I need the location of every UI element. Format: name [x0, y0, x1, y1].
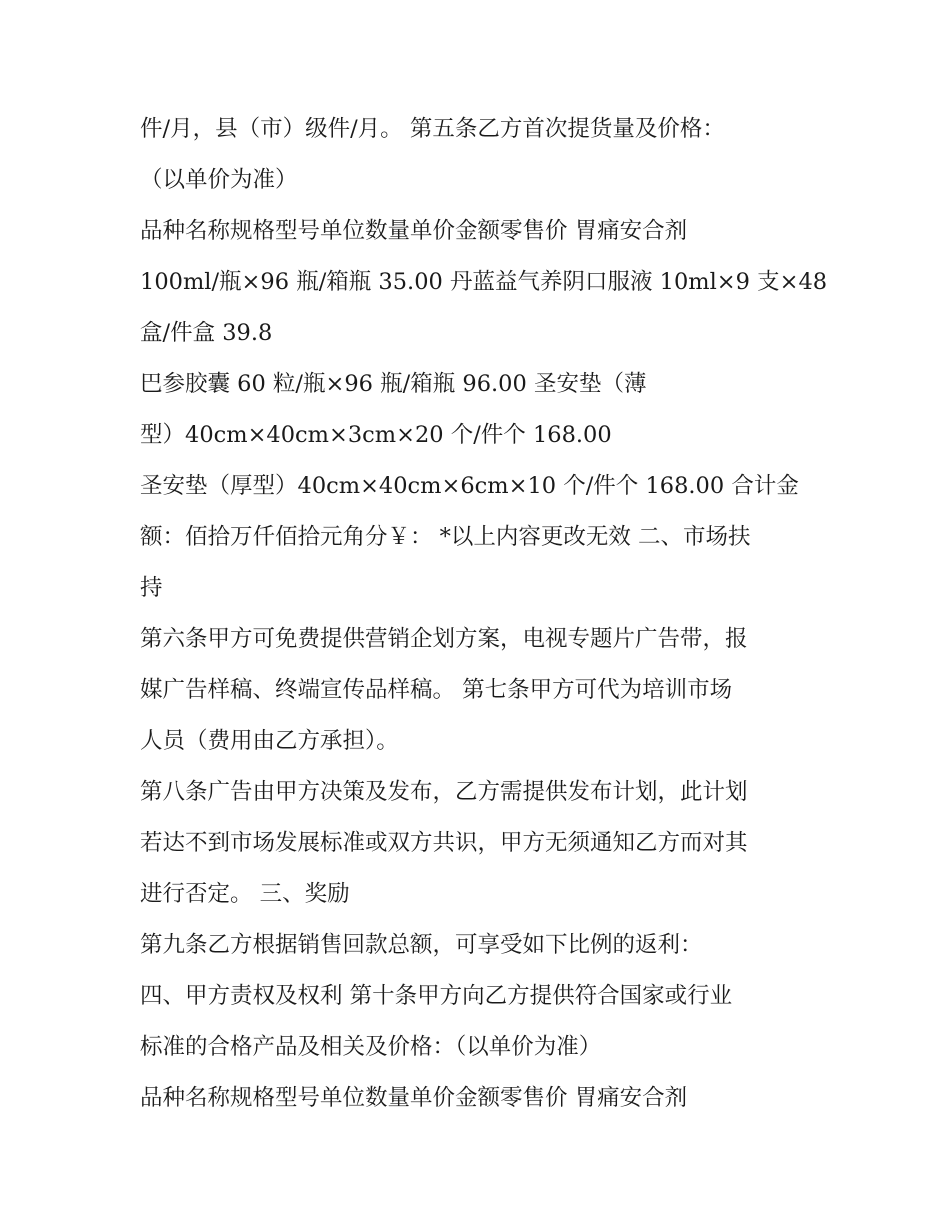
text-line: 件/月，县（市）级件/月。 第五条乙方首次提货量及价格：	[140, 116, 725, 142]
text-line: 第九条乙方根据销售回款总额，可享受如下比例的返利：	[140, 932, 703, 958]
text-line: 第八条广告由甲方决策及发布，乙方需提供发布计划，此计划	[140, 779, 748, 805]
text-line: 第六条甲方可免费提供营销企划方案，电视专题片广告带，报	[140, 626, 748, 652]
text-line: 若达不到市场发展标准或双方共识，甲方无须通知乙方而对其	[140, 830, 748, 856]
text-line: 额：佰拾万仟佰拾元角分￥： *以上内容更改无效 二、市场扶	[140, 524, 751, 550]
text-line: 圣安垫（厚型）40cm×40cm×6cm×10 个/件个 168.00 合计金	[140, 473, 799, 499]
text-line: 100ml/瓶×96 瓶/箱瓶 35.00 丹蓝益气养阴口服液 10ml×9 支×48	[140, 269, 828, 295]
text-line: 标准的合格产品及相关及价格：（以单价为准）	[140, 1034, 602, 1060]
text-line: 媒广告样稿、终端宣传品样稿。 第七条甲方可代为培训市场	[140, 677, 733, 703]
text-line: 进行否定。 三、奖励	[140, 881, 350, 907]
text-line: 巴参胶囊 60 粒/瓶×96 瓶/箱瓶 96.00 圣安垫（薄	[140, 371, 647, 397]
text-line: 人员（费用由乙方承担）。	[140, 728, 399, 754]
text-line: 品种名称规格型号单位数量单价金额零售价 胃痛安合剂	[140, 218, 688, 244]
text-line: 型）40cm×40cm×3cm×20 个/件个 168.00	[140, 422, 612, 448]
text-line: （以单价为准）	[140, 167, 298, 193]
text-line: 持	[140, 575, 163, 601]
text-line: 四、甲方责权及权利 第十条甲方向乙方提供符合国家或行业	[140, 983, 733, 1009]
text-line: 盒/件盒 39.8	[140, 320, 273, 346]
document-body	[140, 104, 828, 1124]
text-line: 品种名称规格型号单位数量单价金额零售价 胃痛安合剂	[140, 1085, 688, 1111]
